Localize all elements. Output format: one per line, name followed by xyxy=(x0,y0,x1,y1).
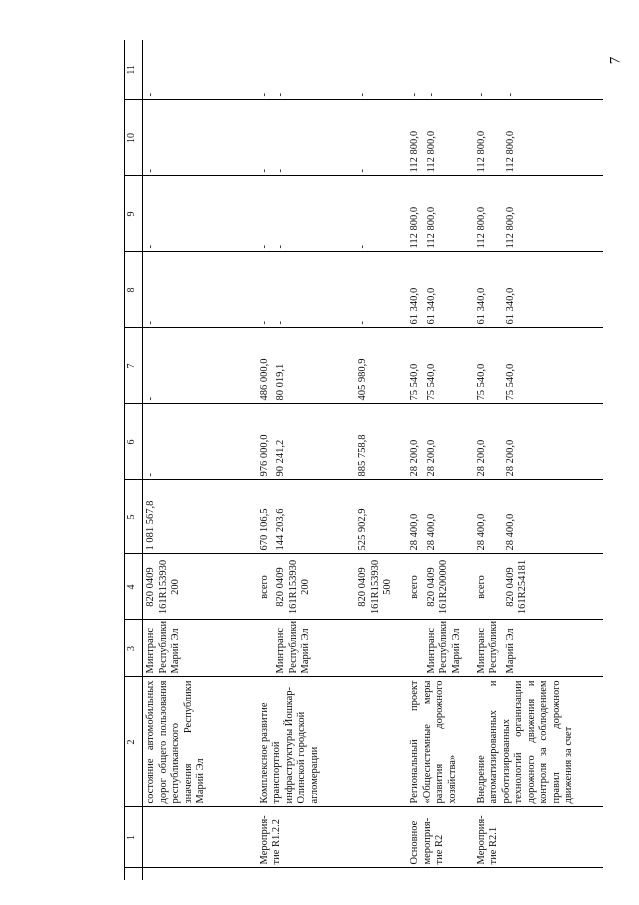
cell-value: 1 081 567,8 xyxy=(143,480,257,554)
header-col-2: 2 xyxy=(125,677,143,807)
cell-value: 28 400,0 xyxy=(424,480,474,554)
cell-executor xyxy=(355,620,407,677)
cell-budget-code: 820 0409 161R200000 xyxy=(424,554,474,620)
cell-executor: Минтранс Республики Марий Эл xyxy=(143,620,257,677)
cell-executor xyxy=(257,620,274,677)
cell-value: - xyxy=(143,100,257,176)
cell-value: 61 340,0 xyxy=(424,252,474,328)
cell-name: состояние автомобильных дорог общего пользования республиканского значения Республики Марий Эл xyxy=(143,677,257,807)
cell-value: 525 902,9 xyxy=(355,480,407,554)
cell-executor: Минтранс Республики Марий Эл xyxy=(424,620,474,677)
cell-value: 112 800,0 xyxy=(474,176,503,252)
cell-budget-code: всего xyxy=(474,554,503,620)
cell-value: 28 400,0 xyxy=(407,480,424,554)
cell-budget-code: 820 0409 161R153930 500 xyxy=(355,554,407,620)
cell-value: 61 340,0 xyxy=(474,252,503,328)
table-row xyxy=(407,40,424,880)
cell-value: 28 400,0 xyxy=(503,480,603,554)
header-col-3: 3 xyxy=(125,620,143,677)
cell-value: 405 980,9 xyxy=(355,328,407,404)
cell-value: 75 540,0 xyxy=(503,328,603,404)
cell-value: 61 340,0 xyxy=(503,252,603,328)
cell-value: - xyxy=(143,404,257,480)
cell-value: - xyxy=(143,176,257,252)
cell-name: Комплексное развитие транспортной инфраструктуры Йошкар-Олинской городской агломерации xyxy=(257,677,408,807)
cell-value: 670 106,5 xyxy=(257,480,274,554)
header-col-4: 4 xyxy=(125,554,143,620)
table-row xyxy=(257,40,274,880)
cell-value: - xyxy=(355,176,407,252)
cell-executor: Марий Эл xyxy=(503,620,603,677)
cell-value: 112 800,0 xyxy=(474,100,503,176)
page-number: 7 xyxy=(607,56,624,65)
cell-value: 885 758,8 xyxy=(355,404,407,480)
cell-value: 144 203,6 xyxy=(273,480,355,554)
header-col-6: 6 xyxy=(125,404,143,480)
header-col-5: 5 xyxy=(125,480,143,554)
cell-code: Основное мероприя-тие R2 xyxy=(407,807,474,868)
header-col-8: 8 xyxy=(125,252,143,328)
header-col-7: 7 xyxy=(125,328,143,404)
cell-executor: Минтранс Республики xyxy=(474,620,503,677)
cell-value: - xyxy=(355,100,407,176)
budget-table xyxy=(124,40,603,880)
cell-value: 90 241,2 xyxy=(273,404,355,480)
cell-value: - xyxy=(257,40,274,100)
header-col-1: 1 xyxy=(125,807,143,868)
cell-code: Мероприя-тие R2.1 xyxy=(474,807,603,868)
header-spacer xyxy=(125,868,143,880)
cell-budget-code: всего xyxy=(257,554,274,620)
cell-budget-code: 820 0409 161R254181 xyxy=(503,554,603,620)
cell-value: - xyxy=(424,40,474,100)
cell-value: 28 200,0 xyxy=(474,404,503,480)
cell-value: 112 800,0 xyxy=(424,100,474,176)
cell-value: 28 400,0 xyxy=(474,480,503,554)
cell-value: 75 540,0 xyxy=(424,328,474,404)
cell-budget-code: всего xyxy=(407,554,424,620)
cell-value: - xyxy=(143,328,257,404)
cell-value: 976 000,0 xyxy=(257,404,274,480)
header-col-10: 10 xyxy=(125,100,143,176)
header-row xyxy=(125,40,143,880)
cell-value: 112 800,0 xyxy=(407,176,424,252)
header-col-9: 9 xyxy=(125,176,143,252)
cell-value: - xyxy=(273,176,355,252)
cell-value: 75 540,0 xyxy=(474,328,503,404)
rotated-table-page xyxy=(124,64,574,880)
cell-budget-code: 820 0409 161R153930 200 xyxy=(273,554,355,620)
cell-value: - xyxy=(273,252,355,328)
header-col-11: 11 xyxy=(125,40,143,100)
cell-value: 80 019,1 xyxy=(273,328,355,404)
cell-value: - xyxy=(257,252,274,328)
cell-value: - xyxy=(407,40,424,100)
cell-value: - xyxy=(355,40,407,100)
cell-value: - xyxy=(257,176,274,252)
cell-value: - xyxy=(355,252,407,328)
cell-value: 28 200,0 xyxy=(424,404,474,480)
cell-code: Мероприя-тие R1.2.2 xyxy=(257,807,408,868)
table-row xyxy=(143,40,257,880)
cell-value: 75 540,0 xyxy=(407,328,424,404)
cell-budget-code: 820 0409 161R153930 200 xyxy=(143,554,257,620)
cell-code xyxy=(143,807,257,868)
cell-value: 486 000,0 xyxy=(257,328,274,404)
table-row xyxy=(474,40,503,880)
cell-value: - xyxy=(143,40,257,100)
cell-value: 112 800,0 xyxy=(503,176,603,252)
cell-value: 28 200,0 xyxy=(407,404,424,480)
cell-name: Региональный проект «Общесистемные меры развития дорожного хозяйства» xyxy=(407,677,474,807)
cell-value: 28 200,0 xyxy=(503,404,603,480)
cell-value: - xyxy=(474,40,503,100)
cell-value: - xyxy=(257,100,274,176)
cell-name: Внедрение автоматизированных и роботизированных технологий организации дорожного движения и контроля за соблюдением правил дорожного движения за счет xyxy=(474,677,603,807)
cell-value: - xyxy=(503,40,603,100)
cell-value: 112 800,0 xyxy=(407,100,424,176)
cell-value: 112 800,0 xyxy=(424,176,474,252)
cell-value: - xyxy=(273,40,355,100)
cell-value: 61 340,0 xyxy=(407,252,424,328)
cell-value: - xyxy=(143,252,257,328)
cell-value: - xyxy=(273,100,355,176)
cell-executor: Минтранс Республики Марий Эл xyxy=(273,620,355,677)
cell-value: 112 800,0 xyxy=(503,100,603,176)
cell-executor xyxy=(407,620,424,677)
